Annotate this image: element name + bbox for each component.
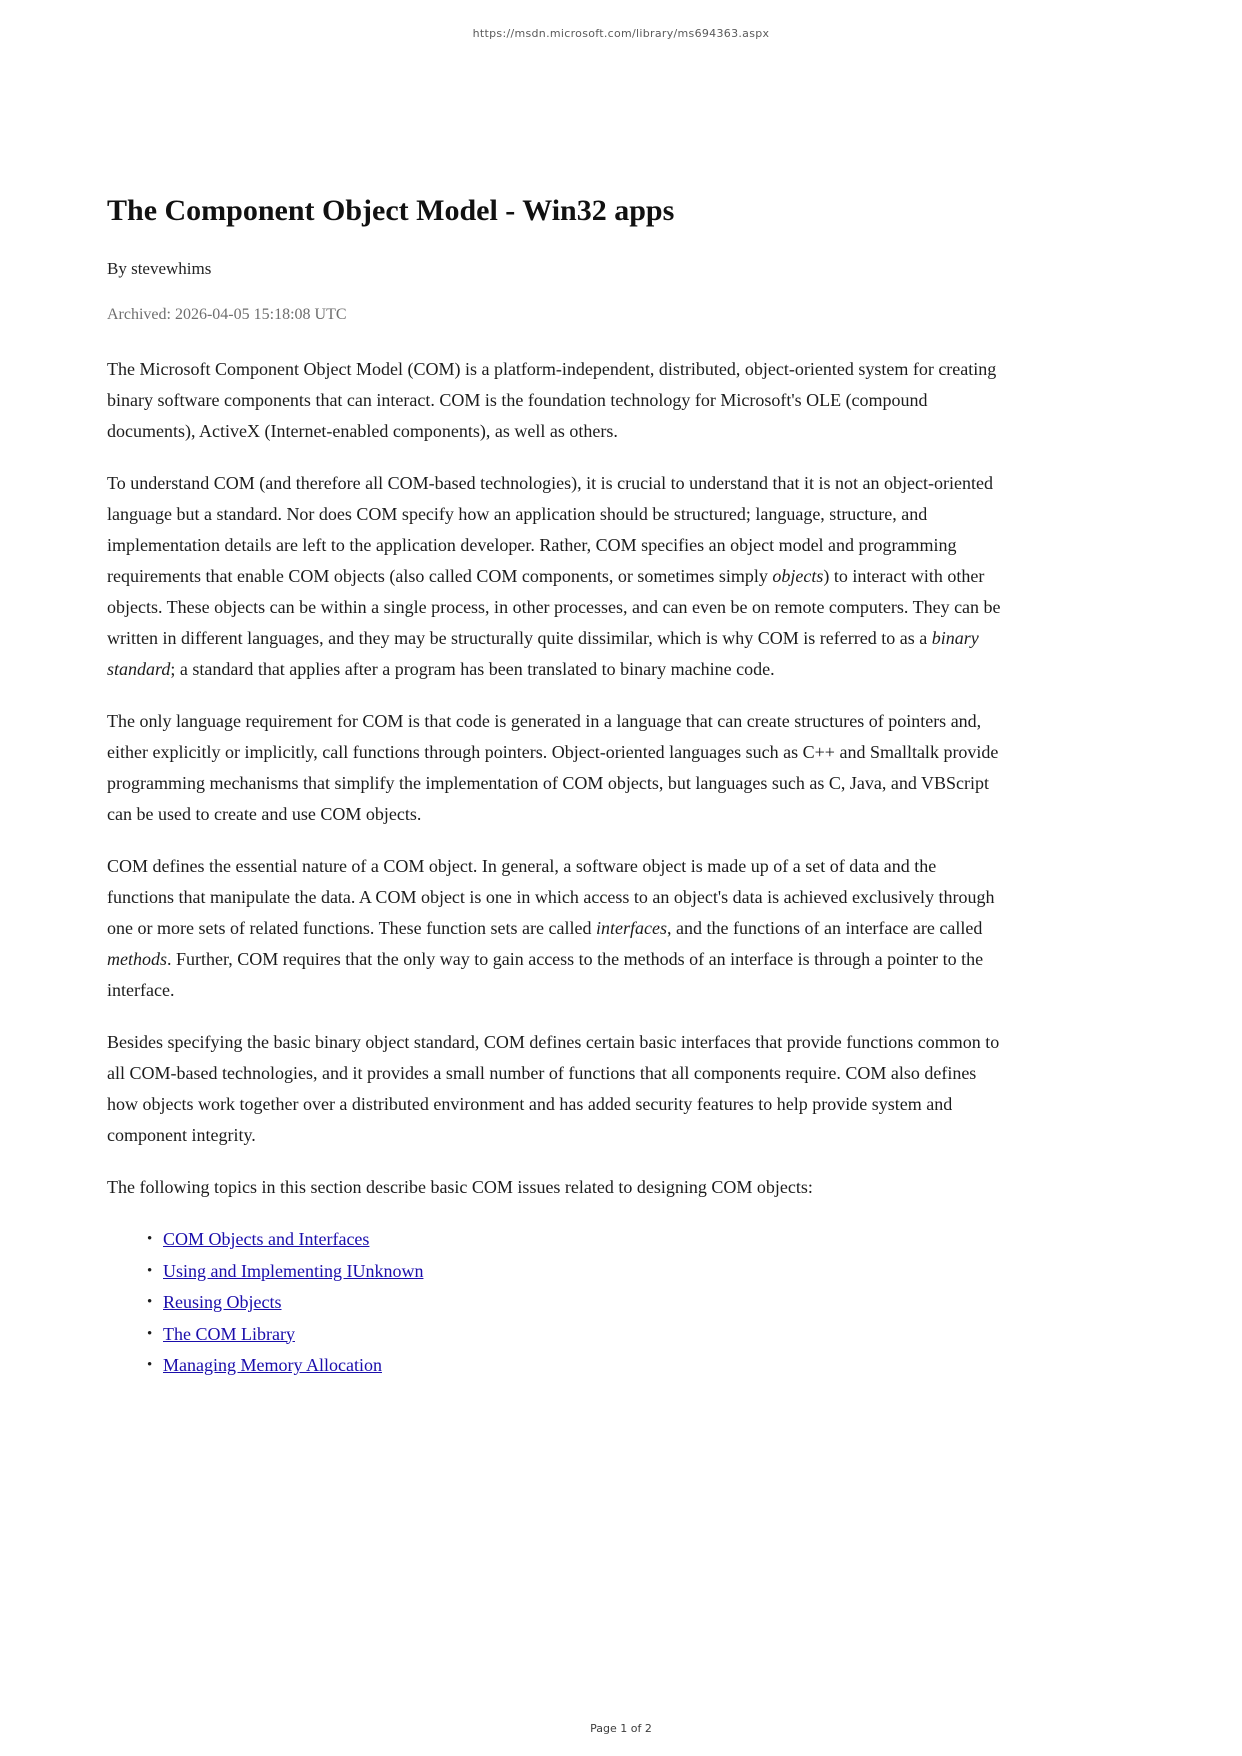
paragraph: The Microsoft Component Object Model (COM) is a platform-independent, distributed, object-oriented system for creating binary software components that can interact. COM is the foundation technology for Microsoft's OLE (compound documents), ActiveX (Internet-enabled components), as well as others. [107, 359, 997, 441]
paragraph: COM defines the essential nature of a COM object. In general, a software object is made up of a set of data and the functions that manipulate the data. A COM object is one in which access to an object's data is achieved exclusively through one or more sets of related functions. These function sets are called interfaces, and the functions of an interface are called methods. Further, COM requires that the only way to gain access to the methods of an interface is through a pointer to the interface. [107, 856, 995, 1000]
topic-list [107, 1224, 1007, 1382]
topic-link[interactable]: The COM Library [163, 1323, 295, 1344]
paragraph: The only language requirement for COM is that code is generated in a language that can create structures of pointers and, either explicitly or implicitly, call functions through pointers. Object-oriented languages such as C++ and Smalltalk provide programming mechanisms that simplify the implementation of COM objects, but languages such as C, Java, and VBScript can be used to create and use COM objects. [107, 711, 999, 824]
topic-list-item [163, 1319, 1007, 1351]
list-intro: The following topics in this section describe basic COM issues related to designing COM objects: [107, 1177, 813, 1197]
page-number: Page 1 of 2 [590, 1722, 652, 1735]
article-body [107, 354, 1007, 1151]
page-title: The Component Object Model - Win32 apps [107, 194, 675, 227]
topic-list-item [163, 1256, 1007, 1288]
topic-list-item [163, 1350, 1007, 1382]
topic-link[interactable]: COM Objects and Interfaces [163, 1229, 370, 1249]
print-header [0, 27, 1242, 40]
topic-list-item [163, 1287, 1007, 1319]
article [107, 192, 1007, 1382]
paragraph: Besides specifying the basic binary object standard, COM defines certain basic interfaces that provide functions common to all COM-based technologies, and it provides a small number of functions that all components require. COM also defines how objects work together over a distributed environment and has added security features to help provide system and component integrity. [107, 1032, 1000, 1145]
paragraph: To understand COM (and therefore all COM-based technologies), it is crucial to understand that it is not an object-oriented language but a standard. Nor does COM specify how an application should be structured; language, structure, and implementation details are left to the application developer. Rather, COM specifies an object model and programming requirements that enable COM objects (also called COM components, or sometimes simply objects) to interact with other objects. These objects can be within a single process, in other processes, and can even be on remote computers. They can be written in different languages, and they may be structurally quite dissimilar, which is why COM is referred to as a binary standard; a standard that applies after a program has been translated to binary machine code. [107, 473, 1001, 679]
topic-link[interactable]: Using and Implementing IUnknown [163, 1260, 424, 1281]
topic-link[interactable]: Reusing Objects [163, 1292, 282, 1312]
print-header-url: https://msdn.microsoft.com/library/ms694363.aspx [472, 27, 770, 40]
archived-timestamp: Archived: 2026-04-05 15:18:08 UTC [107, 306, 347, 323]
byline: By stevewhims [107, 259, 212, 278]
topic-list-item [163, 1224, 1007, 1256]
print-footer [0, 1722, 1242, 1735]
topic-link[interactable]: Managing Memory Allocation [163, 1355, 382, 1375]
